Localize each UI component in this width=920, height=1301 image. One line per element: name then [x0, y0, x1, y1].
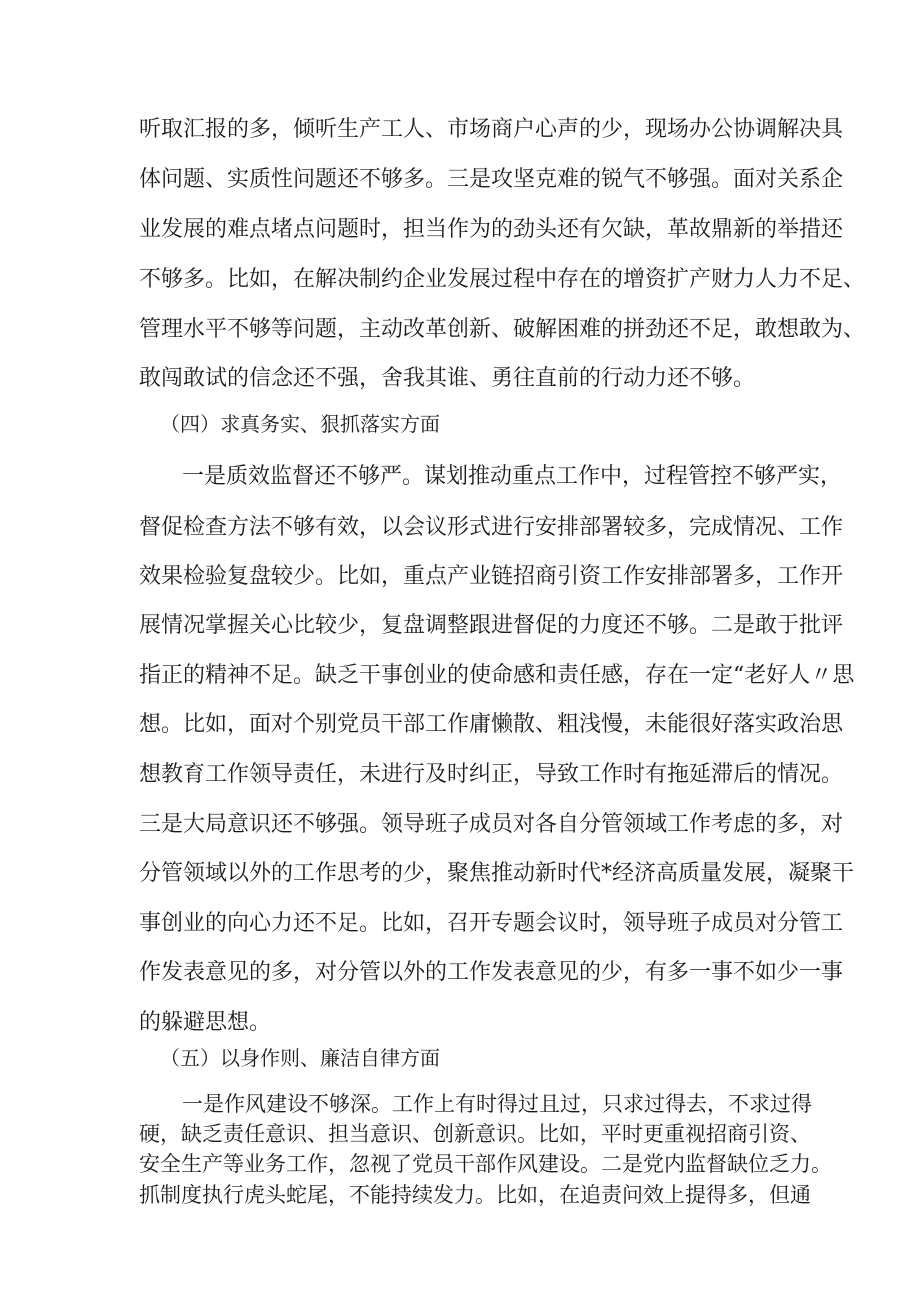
section-4-line-5: 指正的精神不足。缺乏干事创业的使命感和责任感，存在一定“老好人〃思	[139, 663, 855, 688]
paragraph-1-line-2: 体问题、实质性问题还不够多。三是攻坚克难的锐气不够强。面对关系企	[139, 167, 844, 192]
section-4-line-8: 三是大局意识还不够强。领导班子成员对各自分管领域工作考虑的多，对	[139, 812, 844, 837]
paragraph-1-line-3: 业发展的难点堵点问题时，担当作为的劲头还有欠缺，革故鼎新的举措还	[139, 217, 844, 242]
section-4-line-4: 展情况掌握关心比较少，复盘调整跟进督促的力度还不够。二是敢于批评	[139, 613, 844, 638]
paragraph-1-line-1: 听取汇报的多，倾听生产工人、市场商户心声的少，现场办公协调解决具	[139, 117, 844, 142]
section-5-line-1: 一是作风建设不够深。工作上有时得过且过，只求过得去，不求过得	[182, 1092, 812, 1116]
section-4-line-12: 的躲避思想。	[139, 1010, 272, 1035]
section-5-line-3: 安全生产等业务工作，忽视了党员干部作风建设。二是党内监督缺位乏力。	[139, 1152, 832, 1176]
section-5-line-2: 硬，缺乏责任意识、担当意识、创新意识。比如，平时更重视招商引资、	[139, 1122, 811, 1146]
section-4-line-7: 想教育工作领导责任，未进行及时纠正，导致工作时有拖延滞后的情况。	[139, 762, 844, 787]
section-4-line-6: 想。比如，面对个别党员干部工作庸懒散、粗浅慢，未能很好落实政治思	[139, 712, 844, 737]
section-5-heading: （五）以身作则、廉洁自律方面	[160, 1046, 440, 1070]
section-4-heading: （四）求真务实、狠抓落实方面	[160, 412, 440, 436]
section-4-line-2: 督促检查方法不够有效，以会议形式进行安排部署较多，完成情况、工作	[139, 515, 844, 540]
paragraph-1-line-4: 不够多。比如，在解决制约企业发展过程中存在的增资扩产财力人力不足、	[139, 267, 866, 292]
section-4-line-1: 一是质效监督还不够严。谋划推动重点工作中，过程管控不够严实，	[182, 464, 843, 489]
section-4-line-11: 作发表意见的多，对分管以外的工作发表意见的少，有多一事不如少一事	[139, 960, 844, 985]
paragraph-1-line-6: 敢闯敢试的信念还不强，舍我其谁、勇往直前的行动力还不够。	[139, 366, 756, 391]
section-4-line-9: 分管领域以外的工作思考的少，聚焦推动新时代*经济高质量发展，凝聚干	[139, 861, 855, 886]
section-5-line-4: 抓制度执行虎头蛇尾，不能持续发力。比如，在追责问效上提得多，但通	[139, 1183, 811, 1207]
section-4-line-3: 效果检验复盘较少。比如，重点产业链招商引资工作安排部署多，工作开	[139, 564, 844, 589]
paragraph-1-line-5: 管理水平不够等问题，主动改革创新、破解困难的拼劲还不足，敢想敢为、	[139, 317, 866, 342]
section-4-line-10: 事创业的向心力还不足。比如，召开专题会议时，领导班子成员对分管工	[139, 911, 844, 936]
